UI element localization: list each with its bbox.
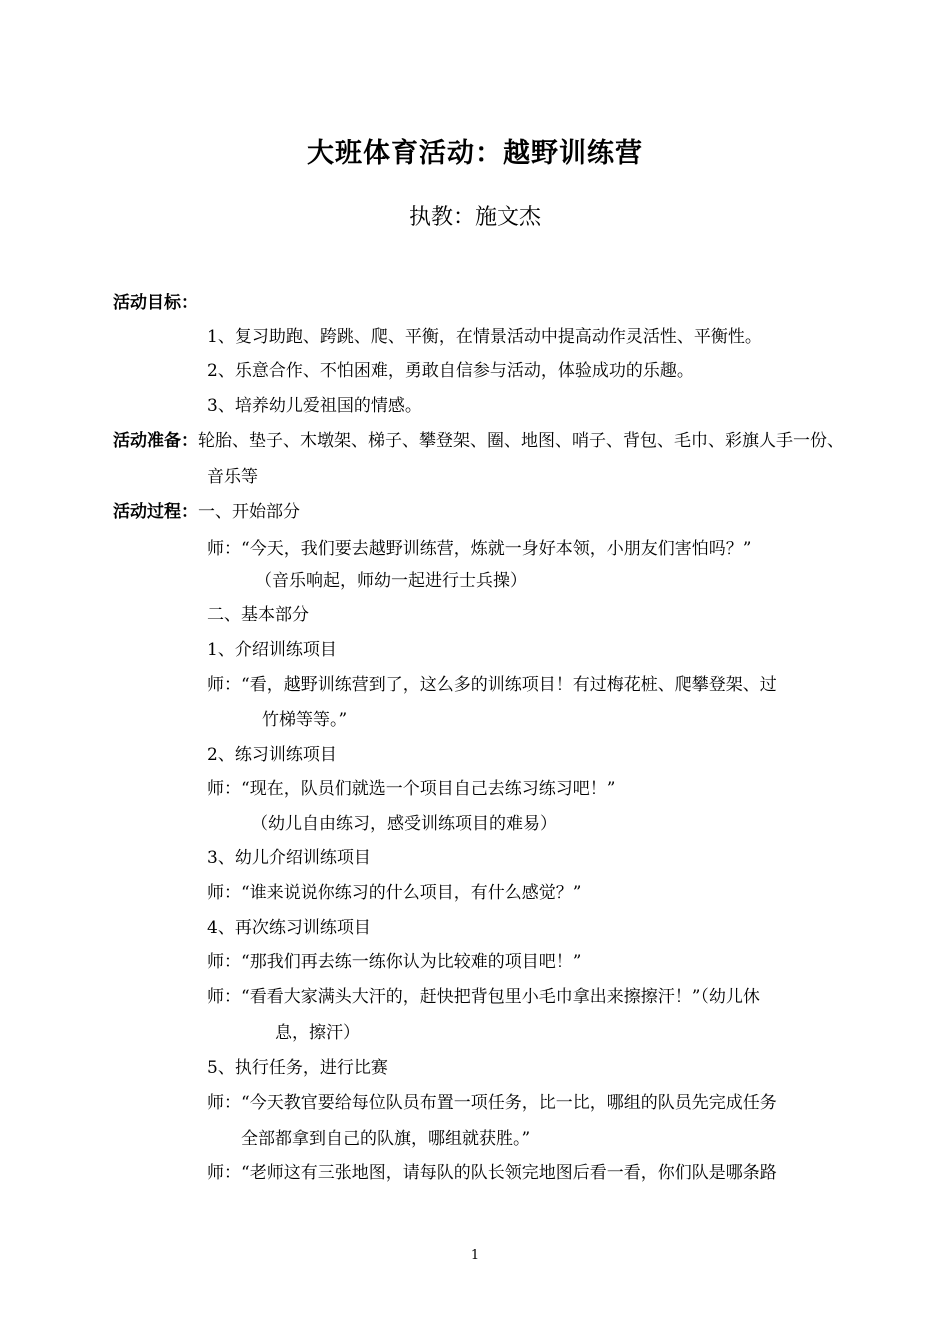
step-heading: 2、练习训练项目 [207, 745, 337, 765]
step-heading: 5、执行任务，进行比赛 [207, 1058, 388, 1078]
goals-label: 活动目标： [113, 293, 198, 313]
step-heading: 3、幼儿介绍训练项目 [207, 848, 371, 868]
prep-text: 轮胎、垫子、木墩架、梯子、攀登架、圈、地图、哨子、背包、毛巾、彩旗人手一份、 [198, 431, 844, 451]
teacher-line-continued: 息，擦汗） [275, 1023, 360, 1043]
prep-label: 活动准备： [113, 431, 198, 451]
goal-item: 2、乐意合作、不怕困难，勇敢自信参与活动，体验成功的乐趣。 [207, 361, 694, 381]
teacher-line: 师：“现在，队员们就选一个项目自己去练习练习吧！” [207, 779, 616, 799]
process-heading-line [113, 500, 300, 524]
teacher-line: 师：“老师这有三张地图，请每队的队长领完地图后看一看，你们队是哪条路 [207, 1163, 777, 1183]
section-heading: 一、开始部分 [198, 502, 300, 522]
teacher-line: 师：“今天教官要给每位队员布置一项任务，比一比，哪组的队员先完成任务 [207, 1093, 777, 1113]
page-number: 1 [470, 1248, 480, 1263]
teacher-line: 师：“看，越野训练营到了，这么多的训练项目！有过梅花桩、爬攀登架、过 [207, 675, 777, 695]
step-heading: 1、介绍训练项目 [207, 640, 337, 660]
stage-note: （音乐响起，师幼一起进行士兵操） [255, 571, 527, 591]
goal-item: 1、复习助跑、跨跳、爬、平衡，在情景活动中提高动作灵活性、平衡性。 [207, 327, 762, 347]
step-heading: 4、再次练习训练项目 [207, 918, 371, 938]
teacher-line: 师：“那我们再去练一练你认为比较难的项目吧！” [207, 952, 582, 972]
author-line: 执教：施文杰 [408, 205, 541, 230]
teacher-line-continued: 竹梯等等。” [262, 710, 348, 730]
process-label: 活动过程： [113, 502, 198, 522]
teacher-line-continued: 全部都拿到自己的队旗，哪组就获胜。” [241, 1129, 531, 1149]
teacher-line: 师：“看看大家满头大汗的，赶快把背包里小毛巾拿出来擦擦汗！”（幼儿休 [207, 987, 760, 1007]
prep-line [113, 429, 844, 453]
document-title: 大班体育活动：越野训练营 [307, 138, 643, 169]
teacher-line: 师：“谁来说说你练习的什么项目，有什么感觉？” [207, 883, 582, 903]
section-heading: 二、基本部分 [207, 605, 309, 625]
prep-text-continued: 音乐等 [207, 467, 258, 487]
stage-note: （幼儿自由练习，感受训练项目的难易） [251, 814, 557, 834]
goal-item: 3、培养幼儿爱祖国的情感。 [207, 396, 422, 416]
teacher-line: 师：“今天，我们要去越野训练营，炼就一身好本领，小朋友们害怕吗？” [207, 539, 752, 559]
